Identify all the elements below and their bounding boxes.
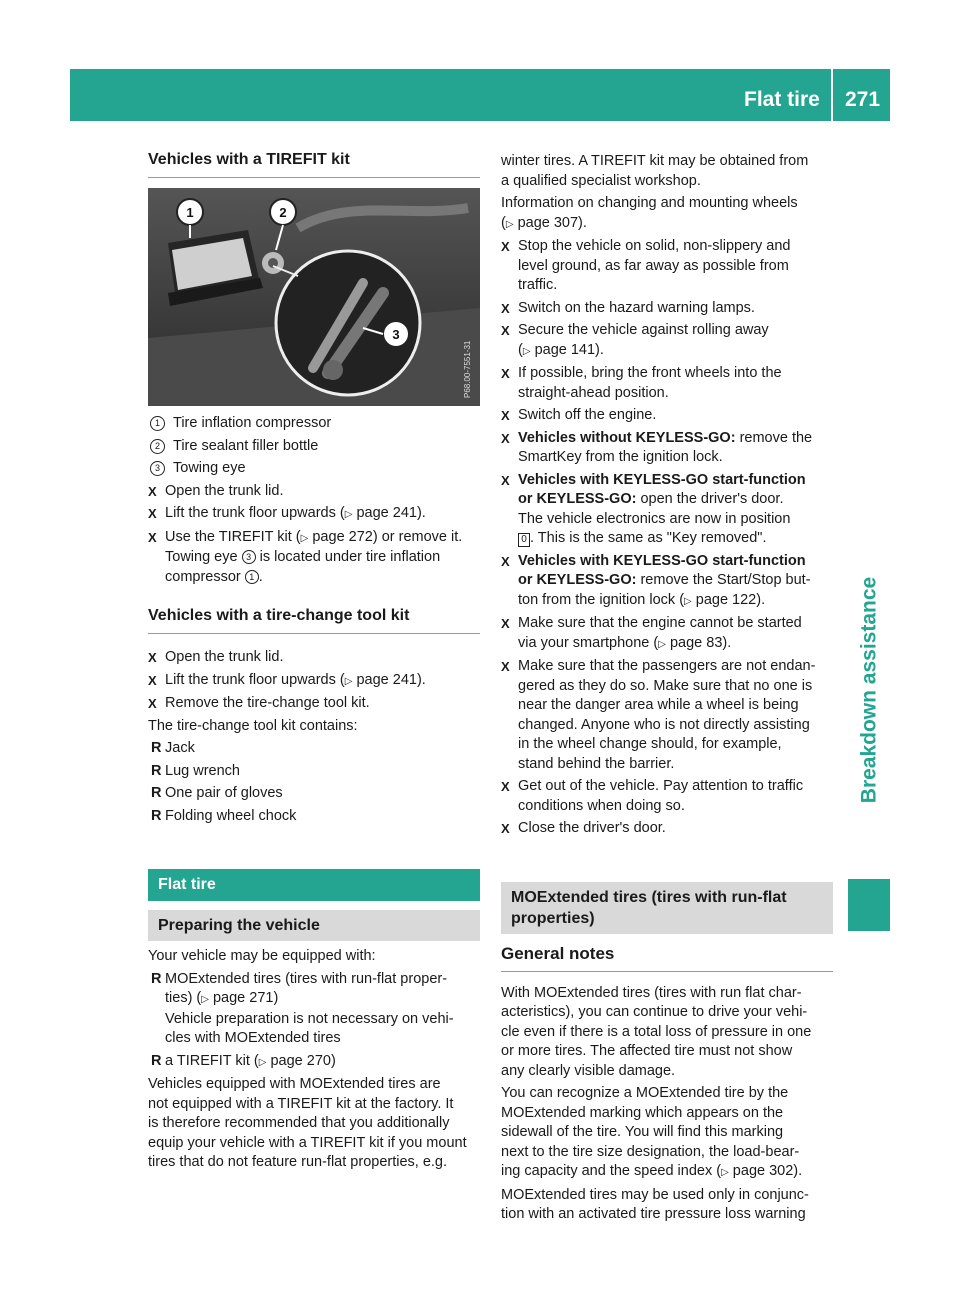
general-paragraph-3: MOExtended tires may be used only in conjunc- tion with an activated tire pressure loss warning	[501, 1186, 809, 1222]
step: X Vehicles with KEYLESS-GO start-function or KEYLESS-GO: open the driver's door. The vehicle electronics are now in position 0 . This is the same as "Key removed".	[501, 471, 806, 546]
callout-3: 3	[392, 327, 400, 342]
list-item: R MOExtended tires (tires with run-flat proper- ties) (▷ page 271) Vehicle preparation is not necessary on vehi- cles with MOExtended tires	[151, 970, 454, 1046]
step: X Switch on the hazard warning lamps.	[501, 299, 755, 316]
step: X Open the trunk lid.	[148, 482, 284, 499]
step: X Switch off the engine.	[501, 407, 657, 423]
step: X Secure the vehicle against rolling away (▷ page 141).	[501, 322, 769, 358]
callout-1: 1	[186, 205, 194, 220]
list-item: R a TIREFIT kit (▷ page 270)	[151, 1052, 336, 1069]
list-item: R Folding wheel chock	[151, 807, 297, 824]
side-tab-label: Breakdown assistance	[857, 576, 881, 804]
step: X Use the TIREFIT kit (▷ page 272) or remove it. Towing eye 3 is located under tire inflation compressor 1 .	[148, 528, 463, 585]
page-ref-icon: ▷	[344, 675, 353, 687]
ignition-position-symbol: 0	[518, 533, 530, 547]
toolkit-intro: The tire-change tool kit contains:	[148, 717, 358, 734]
figure-code: P68.00-7551-31	[463, 340, 472, 398]
legend-item: 2 Tire sealant filler bottle	[148, 437, 480, 457]
section-bar-flat-tire: Flat tire	[148, 869, 480, 901]
section-heading-toolkit: Vehicles with a tire-change tool kit	[148, 606, 480, 634]
page-header-title: Flat tire	[744, 88, 820, 111]
side-tab-marker	[848, 879, 890, 931]
right-column	[501, 152, 833, 1228]
section-heading-tirefit: Vehicles with a TIREFIT kit	[148, 150, 480, 178]
step: X Lift the trunk floor upwards (▷ page 241).	[148, 505, 426, 521]
left-column	[148, 150, 480, 1176]
step: X Make sure that the engine cannot be started via your smartphone (▷ page 83).	[501, 615, 802, 651]
page-ref-icon: ▷	[201, 994, 209, 1005]
step: X Remove the tire-change tool kit.	[148, 695, 370, 711]
legend-item: 3 Towing eye	[148, 459, 480, 479]
info-paragraph: Information on changing and mounting wheels (▷ page 307).	[501, 195, 798, 231]
subsection-bar-preparing: Preparing the vehicle	[148, 910, 480, 941]
step: X Open the trunk lid.	[148, 649, 284, 665]
step: X If possible, bring the front wheels into the straight-ahead position.	[501, 365, 782, 401]
section-heading-general-notes: General notes	[501, 944, 833, 972]
list-item: R One pair of gloves	[151, 785, 283, 801]
page-ref-icon: ▷	[505, 218, 514, 230]
list-item: R Lug wrench	[151, 762, 240, 779]
moext-paragraph: Vehicles equipped with MOExtended tires are not equipped with a TIREFIT kit at the factory. It is therefore recommended that you additionally equip your vehicle with a TIREFIT kit if you mount tires that do not feature run-flat properties, e.g.	[148, 1076, 467, 1170]
header-separator	[831, 69, 833, 121]
list-item: R Jack	[151, 740, 195, 756]
subsection-bar-moextended: MOExtended tires (tires with run-flat properties)	[501, 882, 833, 934]
page-ref-icon: ▷	[258, 1056, 267, 1068]
page-ref-icon: ▷	[721, 1167, 729, 1178]
general-paragraph-2: You can recognize a MOExtended tire by the MOExtended marking which appears on the sidewall of the tire. You will find this marking next to the tire size designation, the load-bear- ing capacity and the speed index (▷ page 302).	[501, 1085, 803, 1179]
page-ref-icon: ▷	[658, 638, 666, 650]
page-ref-icon: ▷	[522, 345, 531, 357]
page-ref-icon: ▷	[344, 509, 353, 520]
continued-paragraph: winter tires. A TIREFIT kit may be obtained from a qualified specialist workshop.	[501, 153, 809, 189]
step: X Lift the trunk floor upwards (▷ page 241).	[148, 671, 426, 688]
equipped-intro: Your vehicle may be equipped with:	[148, 948, 376, 964]
step: X Stop the vehicle on solid, non-slippery and level ground, as far away as possible from traffic.	[501, 238, 791, 293]
legend-item: 1 Tire inflation compressor	[148, 414, 480, 434]
page-ref-icon: ▷	[300, 532, 309, 544]
callout-2: 2	[279, 205, 287, 220]
step: X Vehicles with KEYLESS-GO start-function or KEYLESS-GO: remove the Start/Stop but- ton from the ignition lock (▷ page 122).	[501, 552, 811, 608]
step: X Get out of the vehicle. Pay attention to traffic conditions when doing so.	[501, 778, 804, 814]
step: X Close the driver's door.	[501, 820, 666, 836]
step: X Vehicles without KEYLESS-GO: remove the SmartKey from the ignition lock.	[501, 429, 813, 465]
tirefit-illustration	[148, 188, 480, 406]
tirefit-photo	[148, 188, 480, 406]
page-number: 271	[845, 88, 881, 111]
general-paragraph-1: With MOExtended tires (tires with run flat char- acteristics), you can continue to drive your vehi- cle even if there is a total loss of pressure in one or more tires. The affected tire must not show any clearly visible damage.	[501, 984, 812, 1079]
step: X Make sure that the passengers are not endan- gered as they do so. Make sure that no one is near the danger area while a wheel is being changed. Anyone who is not directly assisting in the wheel change should, for example, stand behind the barrier.	[501, 658, 816, 772]
page-ref-icon: ▷	[684, 595, 692, 607]
